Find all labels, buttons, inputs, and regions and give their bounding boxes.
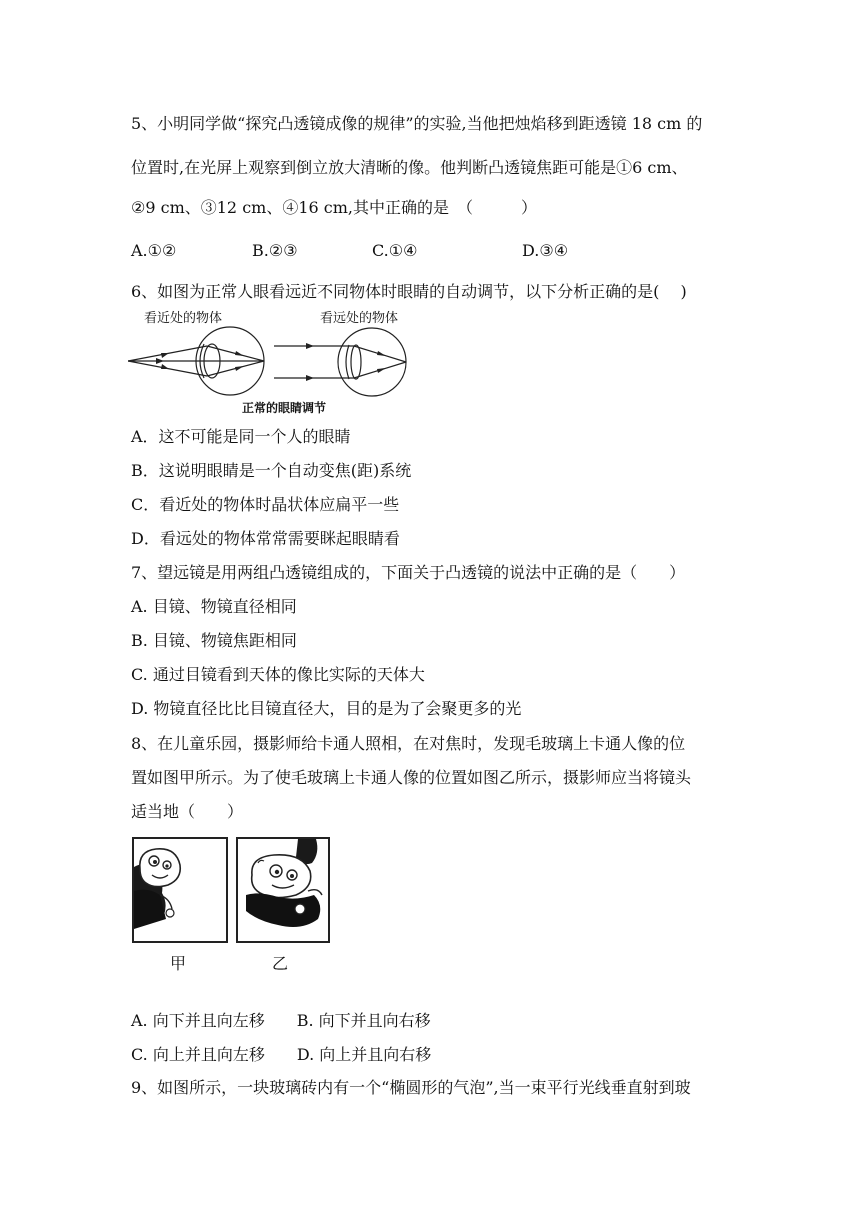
q6-option-d: D．看远处的物体常常需要眯起眼睛看 [131,529,400,548]
q6-stem: 6、如图为正常人眼看远近不同物体时眼睛的自动调节，以下分析正确的是( ) [131,282,687,301]
cartoon-figure-b-icon [238,839,328,941]
q5-option-b: B.②③ [252,241,298,260]
q6-label-far: 看远处的物体 [320,311,399,326]
q6-figure-caption: 正常的眼睛调节 [242,401,327,415]
q8-frame-b [236,837,330,943]
q5-stem-line-3: ②9 cm、③12 cm、④16 cm,其中正确的是 （ ） [131,198,537,217]
q5-stem-line-2: 位置时,在光屏上观察到倒立放大清晰的像。他判断凸透镜焦距可能是①6 cm、 [131,158,688,177]
q5-stem-line-1: 5、小明同学做“探究凸透镜成像的规律”的实验,当他把烛焰移到距透镜 18 cm 的 [131,114,703,133]
q5-options [131,240,731,264]
q7-option-c: C. 通过目镜看到天体的像比实际的天体大 [131,665,425,684]
q8-options-row-1: A. 向下并且向左移 B. 向下并且向右移 [131,1011,431,1030]
cartoon-figure-a-icon [134,839,226,941]
q8-caption-b: 乙 [272,954,289,973]
q8-stem-line-2: 置如图甲所示。为了使毛玻璃上卡通人像的位置如图乙所示，摄影师应当将镜头 [131,768,692,787]
q9-stem-line-1: 9、如图所示，一块玻璃砖内有一个“椭圆形的气泡”,当一束平行光线垂直射到玻 [131,1078,691,1097]
q5-option-d: D.③④ [522,241,569,260]
q8-frame-a [132,837,228,943]
q6-option-c: C．看近处的物体时晶状体应扁平一些 [131,495,400,514]
q7-option-b: B. 目镜、物镜焦距相同 [131,631,297,650]
q6-eye-figure [128,308,428,418]
q8-stem-line-1: 8、在儿童乐园，摄影师给卡通人照相，在对焦时，发现毛玻璃上卡通人像的位 [131,734,686,753]
q8-options-row-2: C. 向上并且向左移 D. 向上并且向右移 [131,1045,432,1064]
q8-stem-line-3: 适当地（ ） [131,802,244,821]
q5-option-a: A.①② [131,241,177,260]
q7-stem: 7、望远镜是用两组凸透镜组成的，下面关于凸透镜的说法中正确的是（ ） [131,563,686,582]
q7-option-d: D. 物镜直径比比目镜直径大，目的是为了会聚更多的光 [131,699,522,718]
q8-caption-a: 甲 [170,954,187,973]
q7-option-a: A. 目镜、物镜直径相同 [131,597,297,616]
q6-option-b: B．这说明眼睛是一个自动变焦(距)系统 [131,461,412,480]
q8-figure [130,835,340,975]
q5-option-c: C.①④ [372,241,418,260]
q6-label-near: 看近处的物体 [144,311,223,326]
q6-option-a: A．这不可能是同一个人的眼睛 [131,427,351,446]
